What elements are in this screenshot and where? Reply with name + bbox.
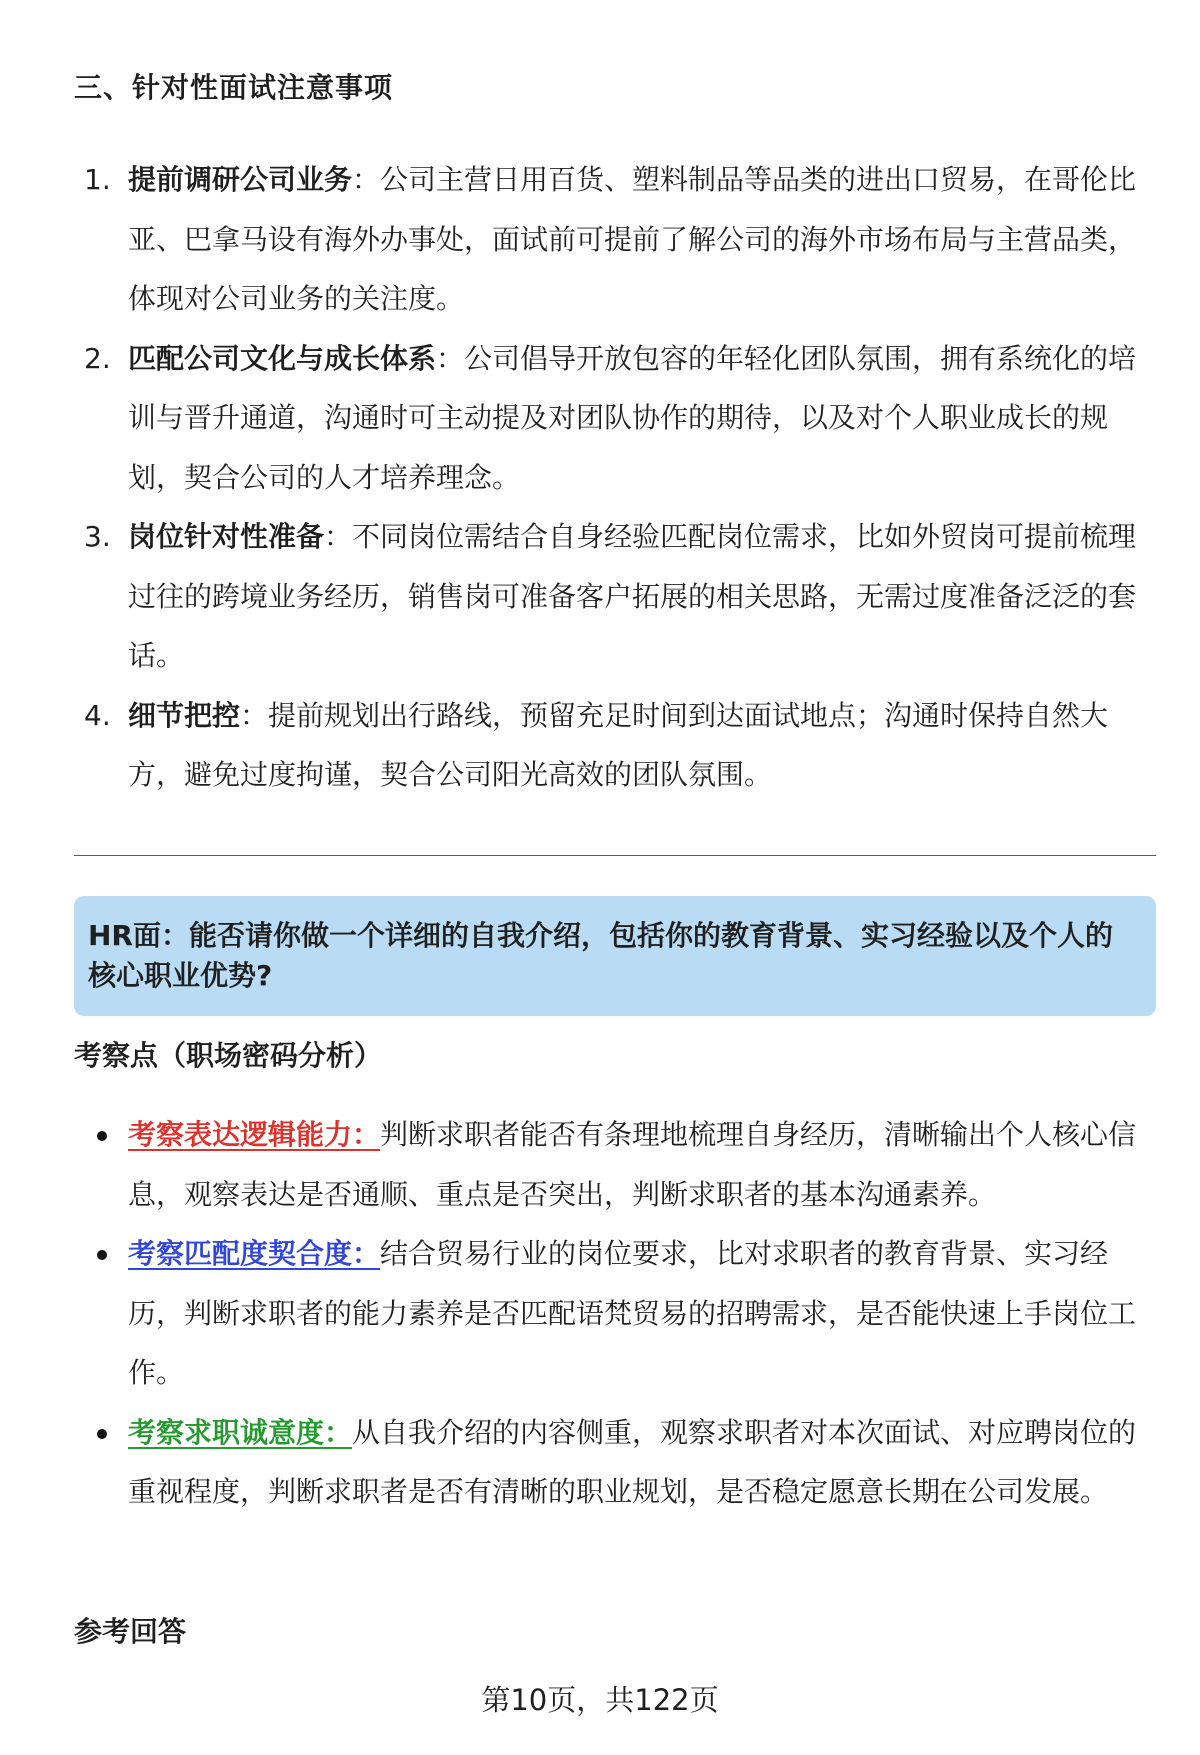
list-number: 1.	[84, 163, 111, 196]
list-number: 4.	[84, 698, 111, 732]
assess-lead: 考察求职诚意度：	[128, 1415, 353, 1449]
list-item	[74, 1403, 1144, 1522]
list-item	[74, 507, 1144, 686]
item-text: ：公司倡导开放包容的年轻化团队氛围，拥有系统化的培训与晋升通道，沟通时可主动提及对团队协作的期待，以及对个人职业成长的规划，契合公司的人才培养理念。	[128, 341, 1137, 494]
section-divider	[74, 855, 1156, 856]
assess-text: 判断求职者能否有条理地梳理自身经历，清晰输出个人核心信息，观察表达是否通顺、重点是否突出，判断求职者的基本沟通素养。	[128, 1118, 1137, 1211]
assess-lead: 考察表达逻辑能力：	[128, 1118, 381, 1151]
bullet-icon	[97, 1250, 107, 1260]
assess-lead: 考察匹配度契合度：	[128, 1237, 381, 1270]
assess-list	[74, 1105, 1144, 1522]
item-text: ：公司主营日用百货、塑料制品等品类的进出口贸易，在哥伦比亚、巴拿马设有海外办事处，面试前可提前了解公司的海外市场布局与主营品类，体现对公司业务的关注度。	[128, 163, 1137, 315]
assess-text: 从自我介绍的内容侧重，观察求职者对本次面试、对应聘岗位的重视程度，判断求职者是否有清晰的职业规划，是否稳定愿意长期在公司发展。	[128, 1415, 1137, 1508]
item-text: ：提前规划出行路线，预留充足时间到达面试地点；沟通时保持自然大方，避免过度拘谨，契合公司阳光高效的团队氛围。	[128, 698, 1109, 791]
list-number: 2.	[84, 341, 111, 375]
list-item	[74, 1105, 1144, 1224]
hr-question-box	[74, 896, 1156, 1016]
list-item	[74, 1224, 1144, 1403]
bullet-icon	[97, 1429, 107, 1439]
list-number: 3.	[84, 520, 111, 553]
hr-question-text: HR面：能否请你做一个详细的自我介绍，包括你的教育背景、实习经验以及个人的核心职业优势?	[88, 919, 1113, 992]
list-item	[74, 329, 1144, 508]
item-lead: 提前调研公司业务	[128, 163, 353, 196]
assess-text: 结合贸易行业的岗位要求，比对求职者的教育背景、实习经历，判断求职者的能力素养是否匹配语梵贸易的招聘需求，是否能快速上手岗位工作。	[128, 1237, 1137, 1389]
page-number: 第10页，共122页	[481, 1683, 719, 1717]
assess-title: 考察点（职场密码分析）	[74, 1039, 383, 1072]
answer-title: 参考回答	[74, 1615, 187, 1648]
list-item	[74, 150, 1144, 329]
section-title: 三、针对性面试注意事项	[74, 71, 394, 104]
item-text: ：不同岗位需结合自身经验匹配岗位需求，比如外贸岗可提前梳理过往的跨境业务经历，销售岗可准备客户拓展的相关思路，无需过度准备泛泛的套话。	[128, 520, 1137, 672]
item-lead: 匹配公司文化与成长体系	[128, 341, 437, 375]
tips-list	[74, 150, 1144, 805]
list-item	[74, 686, 1144, 805]
item-lead: 细节把控	[128, 698, 241, 732]
item-lead: 岗位针对性准备	[128, 520, 325, 553]
bullet-icon	[97, 1131, 107, 1141]
